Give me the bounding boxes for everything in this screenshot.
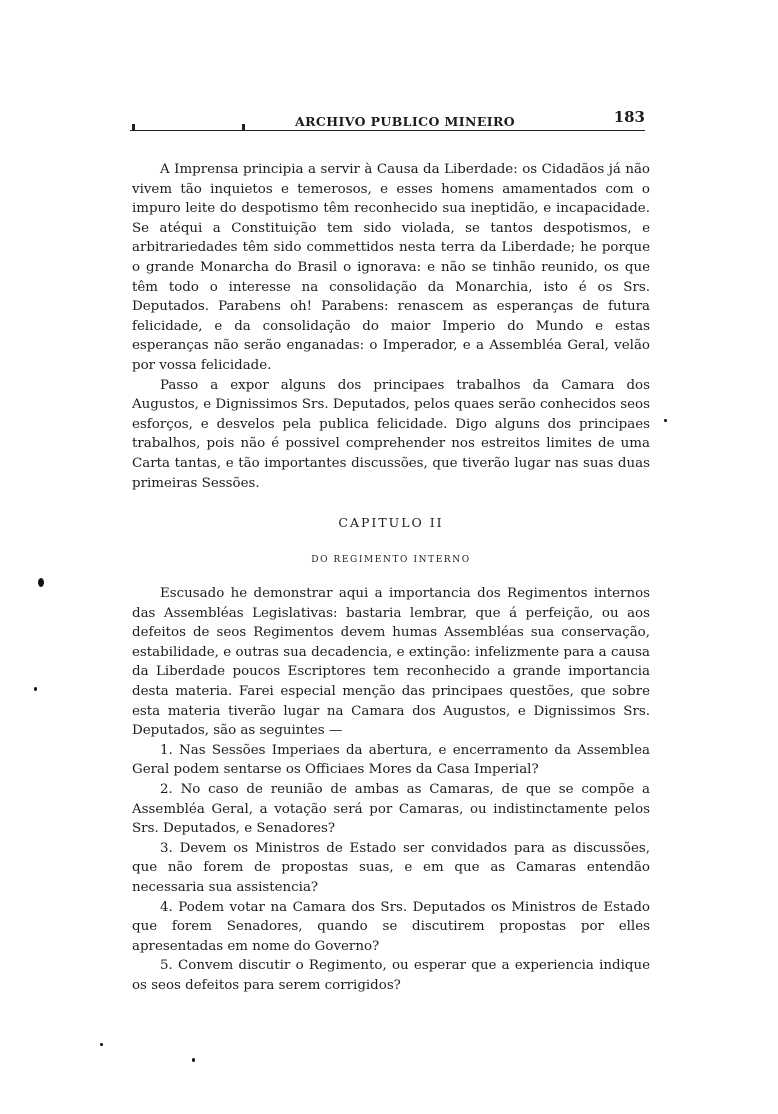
intro-text xyxy=(132,160,650,493)
page-number: 183 xyxy=(613,108,645,126)
paragraph: Escusado he demonstrar aqui a importancia dos Regimentos internos das Assembléas Legislativas: bastaria lembrar, que á perfeição, ou aos defeitos de seos Regimentos devem humas Assembléas sua conservação, estabilidade, e outras sua decadencia, e extinção: infelizmente para a causa da Liberdade poucos Escriptores tem reconhecido a grande importancia desta materia. Farei especial menção das principaes questões, que sobre esta materia tiverão lugar na Camara dos Augustos, e Dignissimos Srs. Deputados, são as seguintes — xyxy=(132,586,650,739)
chapter-subtitle: DO REGIMENTO INTERNO xyxy=(311,555,471,565)
chapter-title: CAPITULO II xyxy=(338,515,444,530)
paragraph: Passo a expor alguns dos principaes trabalhos da Camara dos Augustos, e Dignissimos Srs. Deputados, pelos quaes serão conhecidos seos esforços, e desvelos pela publica felicidade. Digo alguns dos principaes trabalhos, pois não é possivel comprehender nos estreitos limites de uma Carta tantas, e tão importantes discussões, que tiverão lugar nas suas duas primeiras Sessões. xyxy=(132,377,650,491)
list-item: 2. No caso de reunião de ambas as Camaras, de que se compõe a Assembléa Geral, a votação será por Camaras, ou indistinctamente pelos Srs. Deputados, e Senadores? xyxy=(132,781,650,837)
ink-speck xyxy=(192,1058,195,1062)
ink-speck xyxy=(664,419,667,422)
running-header xyxy=(130,108,645,132)
list-item: 4. Podem votar na Camara dos Srs. Deputados os Ministros de Estado que forem Senadores, quando se discutirem propostas por elles apresentadas em nome do Governo? xyxy=(132,899,650,954)
list-item: 1. Nas Sessões Imperiaes da abertura, e encerramento da Assemblea Geral podem sentarse os Officiaes Mores da Casa Imperial? xyxy=(132,742,650,778)
ink-speck xyxy=(38,578,44,587)
list-item: 5. Convem discutir o Regimento, ou esperar que a experiencia indique os seos defeitos para serem corrigidos? xyxy=(132,958,650,993)
header-rule xyxy=(130,130,645,131)
list-item: 3. Devem os Ministros de Estado ser convidados para as discussões, que não forem de propostas suas, e em que as Camaras entendão necessaria sua assistencia? xyxy=(132,840,650,895)
chapter-text xyxy=(132,584,650,995)
paragraph: A Imprensa principia a servir à Causa da Liberdade: os Cidadãos já não vivem tão inquietos e temerosos, e esses homens amamentados com o impuro leite do despotismo têm reconhecido sua ineptidão, e incapacidade. Se atéqui a Constituição tem sido violada, se tantos despotismos, e arbitrariedades têm sido commettidos nesta terra da Liberdade; he porque o grande Monarcha do Brasil o ignorava: e não se tinhão reunido, os que têm todo o interesse na consolidação da Monarchia, isto é os Srs. Deputados. Parabens oh! Parabens: renascem as esperanças de futura felicidade, e da consolidação do maior Imperio do Mundo e estas esperanças não serão enganadas: o Imperador, e a Assembléa Geral, velão por vossa felicidade. xyxy=(132,162,650,373)
ink-speck xyxy=(34,687,37,691)
header-title: ARCHIVO PUBLICO MINEIRO xyxy=(295,114,516,129)
ink-speck xyxy=(100,1043,103,1046)
